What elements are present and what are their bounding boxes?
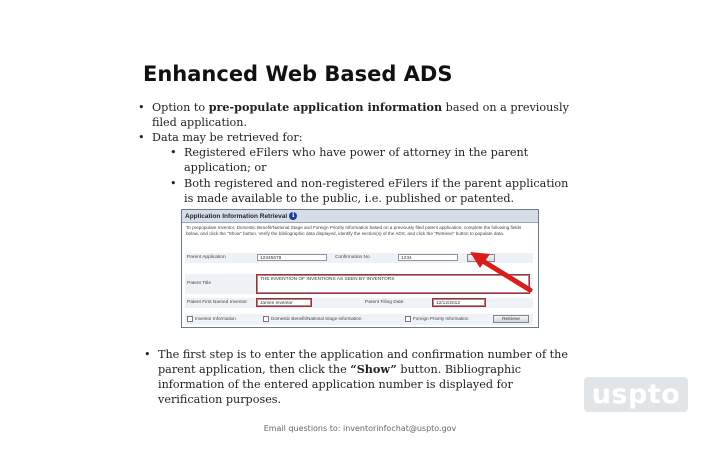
bullet-dot: • (170, 177, 177, 190)
confirmation-input[interactable]: 1234 (398, 254, 458, 261)
form-instructions: To prepopulate Inventor, Domestic Benefit/National Stage and Foreign Priority Information based on a previously filed patent application, complete the following fields below, and click the "Show" button. Verify the bibliographic data displayed, identify the section(s) of the ADS, and click the "Retrieve" button to populate data. (186, 225, 522, 236)
foreign-priority-checkbox[interactable] (405, 316, 468, 322)
patent-title-label: Patent Title (187, 281, 211, 286)
footer-email: Email questions to: inventorinfochat@uspto.gov (263, 424, 457, 433)
bullet-prepopulate (138, 100, 582, 130)
parent-application-input[interactable]: 12345678 (257, 254, 327, 261)
bullet-first-step (144, 347, 568, 407)
checkbox-box[interactable] (405, 316, 411, 322)
parent-application-label: Parent Application (187, 255, 226, 260)
bullet-text-pre: Option to (152, 101, 209, 114)
form-header-title: Application Information Retrieval (185, 212, 288, 220)
bullet-dot: • (138, 131, 145, 144)
bullet-text: Data may be retrieved for: (152, 131, 303, 144)
sub-bullet-text: Both registered and non-registered eFilers if the parent application is made available to the public, i.e. published or patented. (184, 177, 569, 205)
retrieve-options-row (185, 314, 533, 325)
checkbox-box[interactable] (187, 316, 193, 322)
domestic-benefit-checkbox[interactable] (263, 316, 361, 322)
bullet-text-post: button. Bibliographic information of the entered application number is displayed for verification purposes. (158, 363, 522, 406)
uspto-logo: uspto (584, 377, 688, 412)
sub-bullet-registered (170, 145, 574, 175)
patent-title-field: THE INVENTION OF INVENTIONS AS SEEN BY INVENTORS (257, 275, 529, 293)
bullet-text-bold: pre-populate application information (208, 100, 443, 114)
first-inventor-label: Patent First Named Inventor (187, 300, 247, 305)
bullet-dot: • (138, 101, 145, 114)
first-inventor-field: James Inventor (257, 299, 311, 306)
bullet-text-pre: The first step is to enter the application and confirmation number of the parent application, then click the (158, 348, 568, 376)
inventor-row (185, 298, 533, 308)
bullet-data-retrieved (138, 130, 582, 145)
inventor-info-checkbox[interactable] (187, 316, 236, 322)
checkbox-label: Foreign Priority Information (413, 316, 469, 322)
bullet-dot: • (144, 348, 151, 361)
filing-date-field: 12/12/2012 (433, 299, 485, 306)
info-icon[interactable]: i (289, 212, 297, 220)
sub-bullet-public (170, 176, 574, 206)
confirmation-label: Confirmation No (335, 255, 370, 260)
slide-title: Enhanced Web Based ADS (143, 62, 453, 86)
bullet-text-post: based on a previously filed application. (152, 101, 569, 129)
checkbox-label: Inventor Information (195, 316, 236, 322)
sub-bullet-text: Registered eFilers who have power of attorney in the parent application; or (184, 146, 529, 174)
checkbox-label: Domestic Benefit/National Stage Information (271, 316, 362, 322)
bullet-dot: • (170, 146, 177, 159)
retrieve-button[interactable]: Retrieve (493, 315, 529, 323)
form-header (182, 210, 538, 223)
filing-date-label: Parent Filing Date (365, 300, 404, 305)
checkbox-box[interactable] (263, 316, 269, 322)
red-arrow-icon (468, 248, 538, 298)
bullet-text-bold: “Show” (350, 362, 397, 376)
